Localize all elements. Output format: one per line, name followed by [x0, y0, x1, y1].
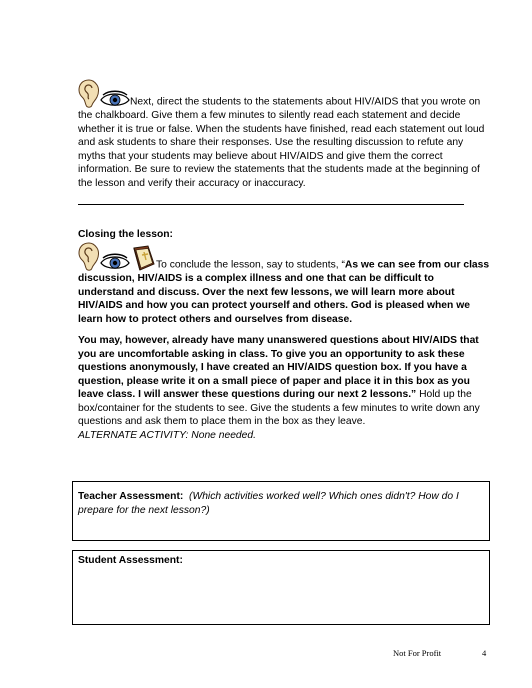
ear-eye-book-icon-group: [78, 242, 156, 272]
page-number: 4: [482, 648, 487, 658]
student-assessment-box: [72, 550, 490, 625]
listen-observe-paragraph: [78, 79, 490, 190]
section-divider: [78, 204, 464, 205]
ear-icon: [78, 242, 100, 272]
closing-heading: Closing the lesson:: [78, 229, 173, 240]
student-assessment-label: Student Assessment:: [78, 555, 183, 566]
eye-icon: [100, 89, 130, 109]
closing-paragraph: [78, 242, 490, 326]
teacher-assessment-label: Teacher Assessment:: [78, 491, 184, 502]
closing-instruction: Hold up the box/container for the students to see. Give the students a few minutes to write down any questions and ask them to place them in the box as they leave.: [78, 389, 480, 427]
closing-quote-part2: You may, however, already have many unanswered questions about HIV/AIDS that you are uncomfortable asking in class. To give you an opportunity to ask these questions anonymously, I have created an HIV/AIDS question box. If you have a question, please write it on a small piece of paper and place it in this box as you leave class. I will answer these questions during our next 2 lessons.”: [78, 335, 479, 400]
alternate-activity: ALTERNATE ACTIVITY: None needed.: [78, 430, 256, 441]
footer-text: Not For Profit: [393, 648, 442, 658]
closing-intro: To conclude the lesson, say to students, “: [156, 259, 345, 271]
paragraph-text: Next, direct the students to the statements about HIV/AIDS that you wrote on the chalkboard. Give them a few minutes to silently read each statement and decide whether it is true or false. When the students have finished, read each statement out loud and ask students to share their responses. Use the resulting discussion to refute any myths that your students may believe about HIV/AIDS and give them the correct information. Be sure to review the statements that the students made at the beginning of the lesson and verify their accuracy or inaccuracy.: [78, 96, 485, 189]
ear-icon: [78, 79, 100, 109]
ear-eye-icon-group: [78, 79, 130, 109]
teacher-assessment-box: [72, 481, 490, 541]
closing-quote-part1: As we can see from our class discussion, HIV/AIDS is a complex illness and one that can be difficult to understand and discuss. Over the next few lessons, we will learn more about HIV/AIDS and how you can protect yourself and others. God is pleased when we learn how to protect others and ourselves from disease.: [78, 259, 490, 325]
bible-icon: [130, 244, 156, 272]
eye-icon: [100, 252, 130, 272]
closing-paragraph-2: [78, 334, 490, 429]
teacher-assessment-prompt: (Which activities worked well? Which ones didn't? How do I prepare for the next lesson?): [78, 491, 459, 516]
